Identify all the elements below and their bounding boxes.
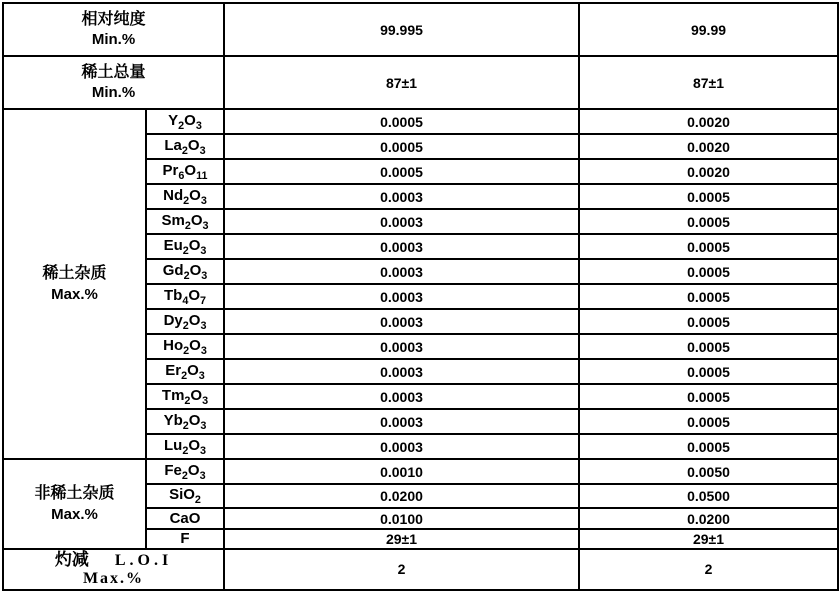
chemical-formula: $Y_2O_3$ bbox=[168, 111, 202, 132]
group-label-cn: 稀土杂质 bbox=[42, 265, 107, 283]
chemical-formula: $Gd_2O_3$ bbox=[162, 261, 208, 282]
value-cell: 2 bbox=[579, 549, 838, 590]
chemical-formula: $Eu_2O_3$ bbox=[163, 236, 207, 257]
value-cell: 87±1 bbox=[224, 56, 579, 109]
footer-label-cn: 灼减 bbox=[54, 550, 89, 569]
value-cell: 0.0005 bbox=[224, 109, 579, 134]
formula-cell bbox=[146, 409, 224, 434]
formula-cell bbox=[146, 159, 224, 184]
group-label-sub: Max.% bbox=[51, 285, 98, 303]
chemical-formula: $Fe_2O_3$ bbox=[164, 461, 206, 482]
chemical-formula: $Yb_2O_3$ bbox=[163, 411, 207, 432]
footer-label-en: L.O.I bbox=[114, 552, 173, 569]
chemical-formula: $Er_2O_3$ bbox=[165, 361, 205, 382]
chemical-formula: $Tb_4O_7$ bbox=[163, 286, 207, 307]
formula-cell bbox=[146, 259, 224, 284]
value-cell: 0.0020 bbox=[579, 109, 838, 134]
value-cell: 0.0003 bbox=[224, 309, 579, 334]
value-cell: 0.0003 bbox=[224, 409, 579, 434]
summary-label-cell bbox=[3, 56, 224, 109]
formula-cell bbox=[146, 359, 224, 384]
value-cell: 0.0200 bbox=[579, 508, 838, 529]
value-cell: 0.0500 bbox=[579, 484, 838, 508]
formula-cell bbox=[146, 484, 224, 508]
formula-cell bbox=[146, 434, 224, 459]
formula-cell bbox=[146, 459, 224, 484]
value-cell: 0.0003 bbox=[224, 234, 579, 259]
formula-cell bbox=[146, 384, 224, 409]
value-cell: 0.0003 bbox=[224, 184, 579, 209]
group-label-cn: 非稀土杂质 bbox=[34, 485, 115, 503]
value-cell: 0.0003 bbox=[224, 259, 579, 284]
group-label-cell bbox=[3, 109, 146, 459]
summary-label-cn: 稀土总量 bbox=[81, 63, 146, 81]
value-cell: 0.0010 bbox=[224, 459, 579, 484]
value-cell: 0.0003 bbox=[224, 334, 579, 359]
value-cell: 0.0005 bbox=[579, 434, 838, 459]
spec-table bbox=[2, 2, 839, 591]
footer-label-line1 bbox=[6, 550, 221, 570]
value-cell: 0.0003 bbox=[224, 284, 579, 309]
value-cell: 0.0200 bbox=[224, 484, 579, 508]
value-cell: 0.0020 bbox=[579, 134, 838, 159]
chemical-formula: F bbox=[180, 530, 190, 547]
formula-cell bbox=[146, 134, 224, 159]
value-cell: 0.0005 bbox=[224, 159, 579, 184]
spec-table-body bbox=[3, 3, 838, 590]
chemical-formula: $Lu_2O_3$ bbox=[163, 436, 207, 457]
value-cell: 0.0005 bbox=[579, 259, 838, 284]
table-row bbox=[3, 3, 838, 56]
chemical-formula: $Tm_2O_3$ bbox=[161, 386, 209, 407]
formula-cell bbox=[146, 109, 224, 134]
value-cell: 0.0003 bbox=[224, 359, 579, 384]
chemical-formula: $La_2O_3$ bbox=[164, 136, 206, 157]
chemical-formula: SiO$_2$ bbox=[169, 486, 201, 506]
formula-cell bbox=[146, 234, 224, 259]
formula-cell bbox=[146, 184, 224, 209]
value-cell: 29±1 bbox=[579, 529, 838, 549]
value-cell: 0.0100 bbox=[224, 508, 579, 529]
formula-cell bbox=[146, 529, 224, 549]
value-cell: 0.0020 bbox=[579, 159, 838, 184]
value-cell: 0.0005 bbox=[579, 234, 838, 259]
value-cell: 87±1 bbox=[579, 56, 838, 109]
table-row bbox=[3, 56, 838, 109]
value-cell: 99.99 bbox=[579, 3, 838, 56]
value-cell: 0.0005 bbox=[579, 409, 838, 434]
formula-cell bbox=[146, 309, 224, 334]
value-cell: 0.0005 bbox=[579, 184, 838, 209]
formula-cell bbox=[146, 334, 224, 359]
chemical-formula: $Pr_6O_{11}$ bbox=[162, 161, 208, 182]
formula-cell bbox=[146, 209, 224, 234]
chemical-formula: $Dy_2O_3$ bbox=[163, 311, 207, 332]
value-cell: 0.0005 bbox=[579, 309, 838, 334]
value-cell: 0.0005 bbox=[579, 209, 838, 234]
value-cell: 0.0003 bbox=[224, 434, 579, 459]
footer-label-sub: Max.% bbox=[82, 570, 145, 588]
value-cell: 0.0050 bbox=[579, 459, 838, 484]
summary-label-sub: Min.% bbox=[91, 84, 136, 102]
summary-label-cell bbox=[3, 3, 224, 56]
chemical-formula: $Ho_2O_3$ bbox=[163, 336, 207, 357]
group-label-cell bbox=[3, 459, 146, 549]
chemical-formula: $Sm_2O_3$ bbox=[161, 211, 209, 232]
value-cell: 0.0005 bbox=[579, 359, 838, 384]
value-cell: 0.0005 bbox=[579, 334, 838, 359]
chemical-formula: CaO bbox=[169, 509, 201, 527]
value-cell: 0.0003 bbox=[224, 384, 579, 409]
footer-label-cell bbox=[3, 549, 224, 590]
value-cell: 0.0005 bbox=[579, 284, 838, 309]
chemical-formula: $Nd_2O_3$ bbox=[163, 186, 207, 207]
group-label-sub: Max.% bbox=[51, 505, 98, 523]
table-row bbox=[3, 109, 838, 134]
value-cell: 29±1 bbox=[224, 529, 579, 549]
value-cell: 2 bbox=[224, 549, 579, 590]
summary-label-cn: 相对纯度 bbox=[81, 10, 146, 28]
value-cell: 0.0003 bbox=[224, 209, 579, 234]
value-cell: 0.0005 bbox=[579, 384, 838, 409]
table-row bbox=[3, 459, 838, 484]
value-cell: 0.0005 bbox=[224, 134, 579, 159]
summary-label-sub: Min.% bbox=[91, 31, 136, 49]
formula-cell bbox=[146, 284, 224, 309]
formula-cell bbox=[146, 508, 224, 529]
table-row bbox=[3, 549, 838, 590]
value-cell: 99.995 bbox=[224, 3, 579, 56]
